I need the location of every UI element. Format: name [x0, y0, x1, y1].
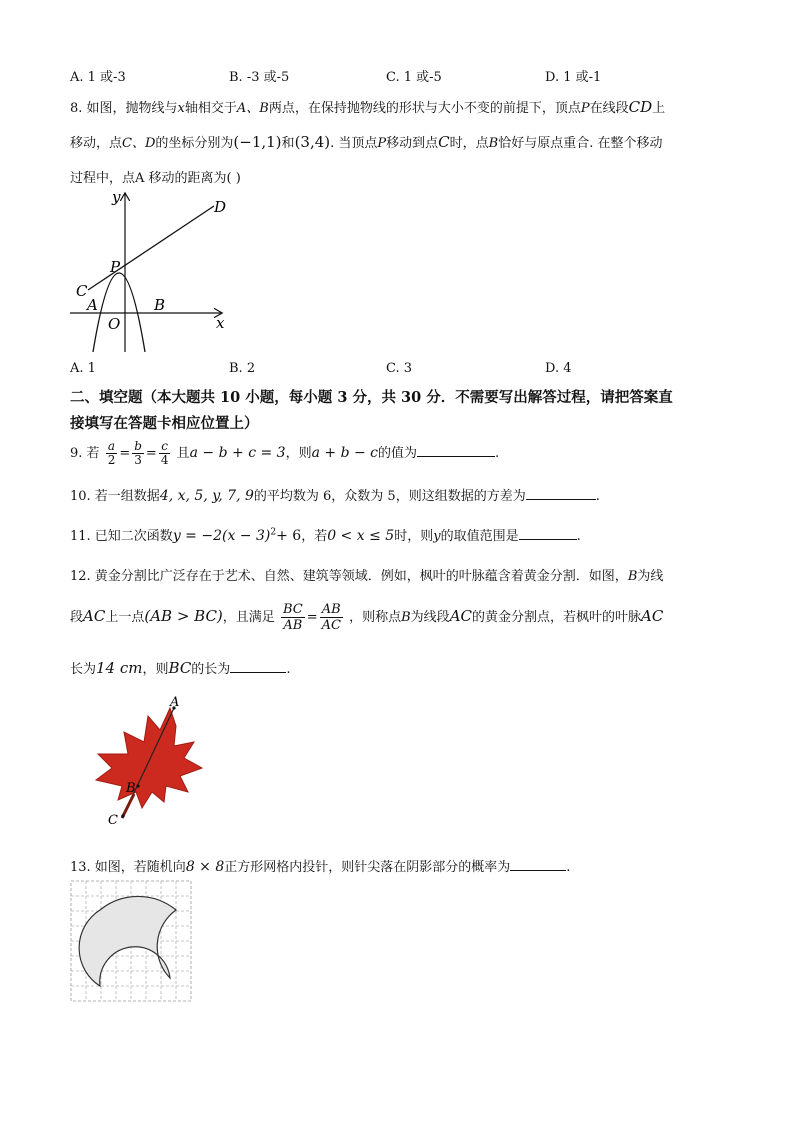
label-y: y	[112, 188, 121, 206]
label-b: B	[154, 296, 166, 314]
q7-option-a: A. 1 或-3	[70, 70, 126, 85]
leaf-label-b: B	[126, 781, 136, 796]
label-a: A	[87, 296, 98, 314]
q12-answer-blank[interactable]	[230, 661, 286, 673]
label-c: C	[76, 282, 88, 300]
q12-maple-leaf-figure	[90, 696, 210, 828]
leaf-label-c: C	[108, 813, 118, 828]
q10-line: 10. 若一组数据4, x, 5, y, 7, 9的平均数为 6，众数为 5，则这组数据的方差为 .	[70, 488, 600, 504]
q12-frac-bc-ab: $\frac{BC}{AB}$	[282, 602, 303, 633]
segment-cd	[88, 206, 214, 290]
q8-option-a: A. 1	[70, 361, 96, 376]
label-p: P	[110, 258, 121, 276]
q8-option-c: C. 3	[386, 361, 413, 376]
q8-line-2: 移动，点C、D的坐标分别为(−1,1)和(3,4). 当顶点P移动到点C时，点B恰好与原点重合. 在整个移动	[70, 133, 663, 151]
q9-frac-a: $\frac{a}{2}$	[107, 439, 116, 467]
q12-line-2: 段AC上一点(AB > BC)，且满足 $\frac{BC}{AB}$ = $\frac{AB}{AC}$ ，则称点B为线段AC的黄金分割点，若枫叶的叶脉AC	[70, 602, 664, 633]
q8-line-3: 过程中，点A 移动的距离为( )	[70, 171, 241, 186]
q9-frac-c: $\frac{c}{4}$	[160, 439, 169, 467]
section-2-heading-line-1: 二、填空题（本大题共 10 小题，每小题 3 分，共 30 分．不需要写出解答过程，请把答案直	[70, 389, 673, 406]
q8-line-1: 8. 如图，抛物线与x轴相交于A、B两点，在保持抛物线的形状与大小不变的前提下，顶点P在线段CD上	[70, 98, 666, 116]
q7-option-c: C. 1 或-5	[386, 70, 442, 85]
q9-answer-blank[interactable]	[417, 445, 495, 457]
q8-option-b: B. 2	[229, 361, 256, 376]
q11-answer-blank[interactable]	[519, 528, 577, 540]
q12-frac-ab-ac: $\frac{AB}{AC}$	[321, 602, 341, 633]
q13-answer-blank[interactable]	[510, 859, 566, 871]
label-x: x	[216, 314, 225, 332]
q10-answer-blank[interactable]	[526, 488, 596, 500]
section-2-heading-line-2: 接填写在答题卡相应位置上）	[70, 415, 259, 432]
q9-frac-b: $\frac{b}{3}$	[134, 439, 142, 467]
q8-option-d: D. 4	[545, 361, 572, 376]
q11-line: 11. 已知二次函数$y = -2(x - 3)^2+ 6$，若0 < x ≤ 5时，则y的取值范围是 .	[70, 527, 581, 544]
label-d: D	[214, 198, 227, 216]
q13-grid-figure	[70, 880, 194, 1004]
leaf-label-a: A	[170, 696, 180, 710]
maple-leaf	[96, 708, 202, 808]
label-o: O	[108, 315, 121, 333]
q7-option-b: B. -3 或-5	[229, 70, 290, 85]
q12-line-3: 长为14 cm，则BC的长为 .	[70, 659, 291, 677]
q9-line: 9. 若 $\frac{a}{2}$ = $\frac{b}{3}$ = $\frac{c}{4}$ 且a − b + c = 3，则a + b − c的值为 .	[70, 439, 500, 467]
q7-option-d: D. 1 或-1	[545, 70, 602, 85]
q8-parabola-figure	[66, 186, 236, 354]
q13-line: 13. 如图，若随机向8 × 8正方形网格内投针，则针尖落在阴影部分的概率为 .	[70, 859, 571, 875]
q12-line-1: 12. 黄金分割比广泛存在于艺术、自然、建筑等领域．例如，枫叶的叶脉蕴含着黄金分割．如图，B为线	[70, 569, 664, 584]
